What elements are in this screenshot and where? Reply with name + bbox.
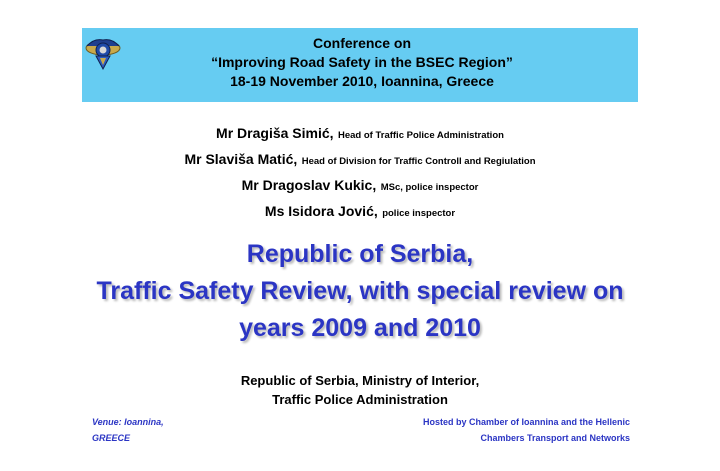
title-line-1: Republic of Serbia, [246,240,474,268]
author-name: Ms Isidora Jović, [264,203,378,219]
organization-line-1: Republic of Serbia, Ministry of Interior, [240,373,480,388]
organization-line-2: Traffic Police Administration [272,392,448,407]
author-line [82,120,638,146]
title-line-2: Traffic Safety Review, with special review on [96,277,624,305]
author-name: Mr Dragiša Simić, [216,125,334,141]
header-line-2: “Improving Road Safety in the BSEC Region” [211,54,513,70]
authors-list [82,120,638,224]
author-role: Head of Division for Traffic Controll and Regiulation [301,156,536,167]
author-line [82,146,638,172]
conference-header [152,34,572,91]
header-separator [82,102,638,116]
author-name: Mr Slaviša Matić, [184,151,298,167]
author-role: MSc, police inspector [380,182,479,193]
author-line [82,198,638,224]
title-line-3: years 2009 and 2010 [239,314,481,342]
organization [82,371,638,409]
footer-venue-line-1: Venue: Ioannina, [92,417,164,427]
footer-venue [92,414,164,446]
slide [82,28,638,448]
header-line-3: 18-19 November 2010, Ioannina, Greece [230,73,494,89]
presentation-title [82,236,638,347]
police-emblem-icon [84,30,122,72]
footer-host-line-1: Hosted by Chamber of Ioannina and the Hellenic [422,417,630,427]
footer-host [423,414,630,446]
author-name: Mr Dragoslav Kukic, [241,177,377,193]
author-role: police inspector [382,208,456,219]
author-line [82,172,638,198]
footer-venue-line-2: GREECE [92,433,131,443]
header-band [82,28,638,102]
footer-host-line-2: Chambers Transport and Networks [480,433,630,443]
header-line-1: Conference on [312,35,411,51]
author-role: Head of Traffic Police Administration [338,130,504,141]
